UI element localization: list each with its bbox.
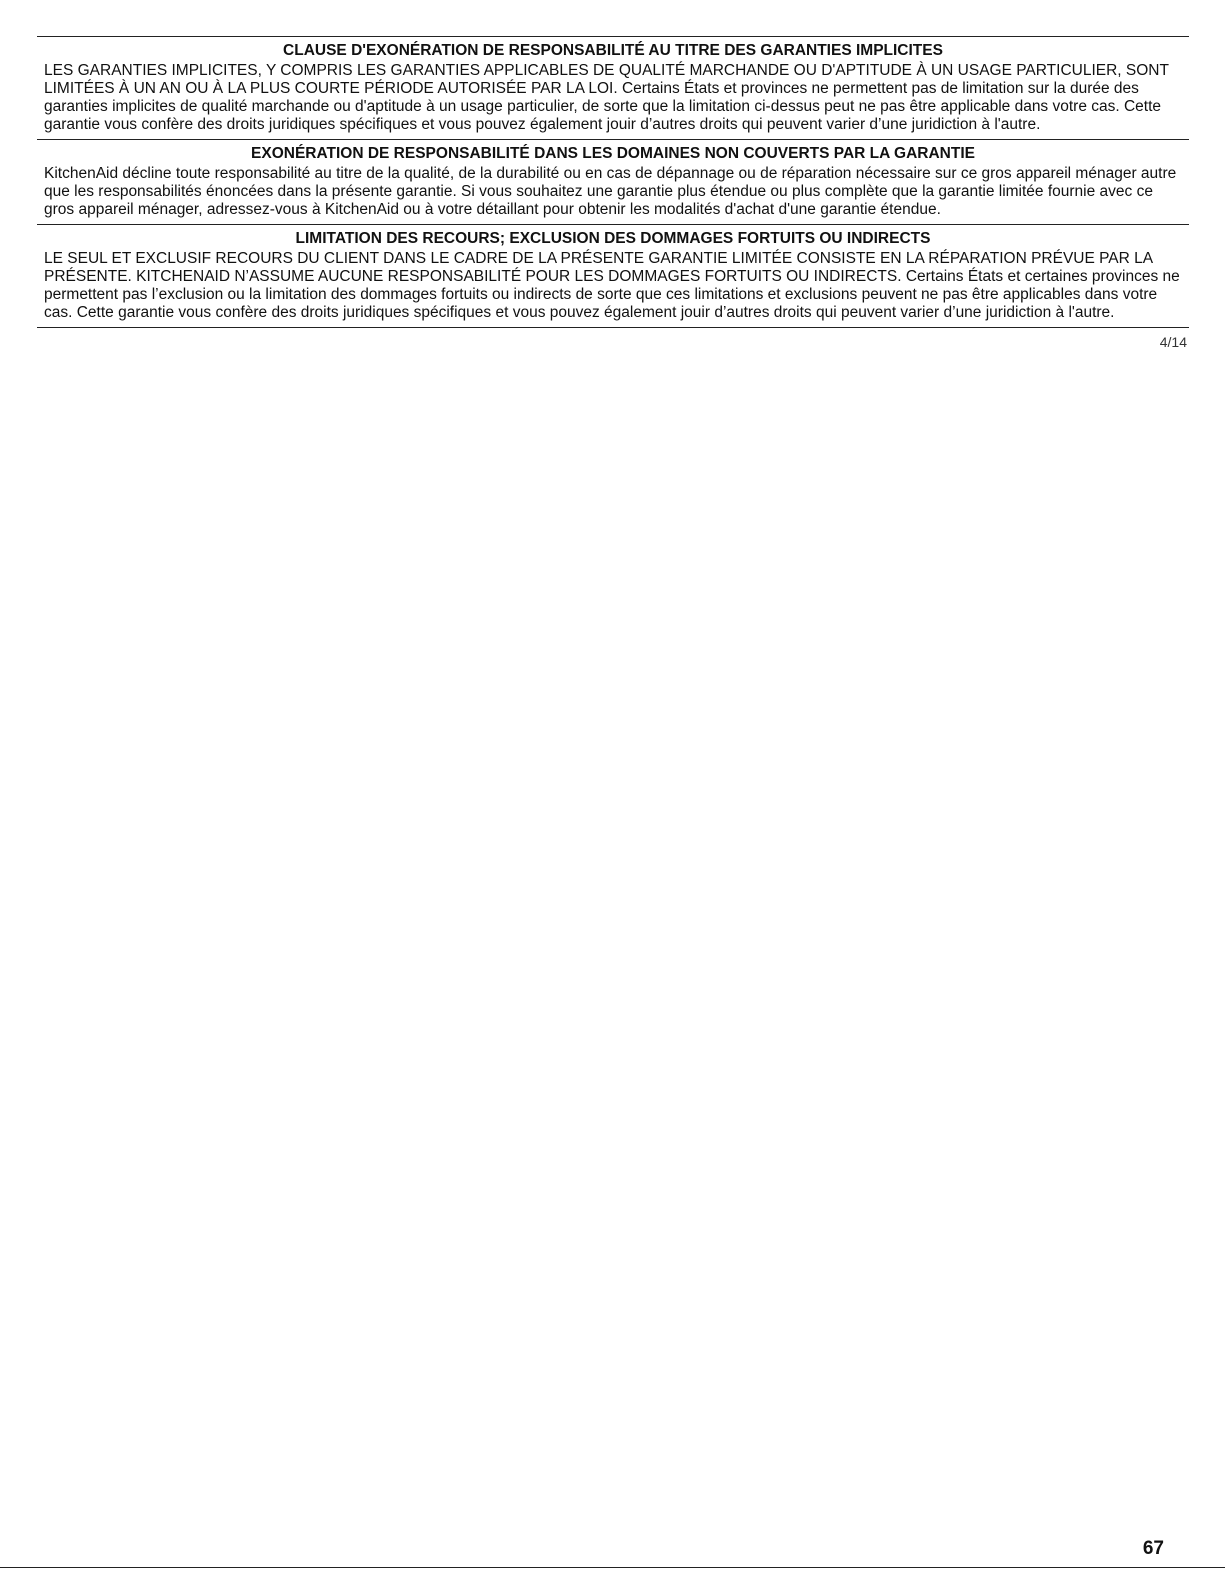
section-limitation-of-remedies [37, 224, 1189, 327]
page-number: 67 [1142, 1538, 1164, 1559]
section-title: LIMITATION DES RECOURS; EXCLUSION DES DOMMAGES FORTUITS OU INDIRECTS [295, 230, 931, 247]
warranty-content [37, 36, 1189, 350]
section-bottom-rule [37, 327, 1189, 328]
section-body: KitchenAid décline toute responsabilité au titre de la qualité, de la durabilité ou en cas de dépannage ou de réparation nécessaire sur ce gros appareil ménager autre que les responsabilités énoncées dans la présente garantie. Si vous souhaitez une garantie plus étendue ou plus complète que la garantie limitée fournie avec ce gros appareil ménager, adressez-vous à KitchenAid ou à votre détaillant pour obtenir les modalités d'achat d'une garantie étendue. [44, 165, 1177, 218]
section-title: EXONÉRATION DE RESPONSABILITÉ DANS LES DOMAINES NON COUVERTS PAR LA GARANTIE [251, 145, 975, 162]
page-bottom-rule [0, 1567, 1225, 1568]
section-body: LE SEUL ET EXCLUSIF RECOURS DU CLIENT DANS LE CADRE DE LA PRÉSENTE GARANTIE LIMITÉE CONSISTE EN LA RÉPARATION PRÉVUE PAR LA PRÉSENTE. KITCHENAID N’ASSUME AUCUNE RESPONSABILITÉ POUR LES DOMMAGES FORTUITS OU INDIRECTS. Certains États et certaines provinces ne permettent pas l’exclusion ou la limitation des dommages fortuits ou indirects de sorte que ces limitations et exclusions peuvent ne pas être applicables dans votre cas. Cette garantie vous confère des droits juridiques spécifiques et vous pouvez également jouir d’autres droits qui peuvent varier d’une juridiction à l'autre. [44, 250, 1180, 321]
section-not-covered [37, 139, 1189, 224]
section-title: CLAUSE D'EXONÉRATION DE RESPONSABILITÉ AU TITRE DES GARANTIES IMPLICITES [283, 42, 943, 59]
section-implied-warranties [37, 36, 1189, 139]
section-body: LES GARANTIES IMPLICITES, Y COMPRIS LES GARANTIES APPLICABLES DE QUALITÉ MARCHANDE OU D'APTITUDE À UN USAGE PARTICULIER, SONT LIMITÉES À UN AN OU À LA PLUS COURTE PÉRIODE AUTORISÉE PAR LA LOI. Certains États et provinces ne permettent pas de limitation sur la durée des garanties implicites de qualité marchande ou d'aptitude à un usage particulier, de sorte que la limitation ci-dessus peut ne pas être applicable dans votre cas. Cette garantie vous confère des droits juridiques spécifiques et vous pouvez également jouir d’autres droits qui peuvent varier d’une juridiction à l'autre. [44, 62, 1169, 133]
document-code: 4/14 [1159, 334, 1187, 350]
